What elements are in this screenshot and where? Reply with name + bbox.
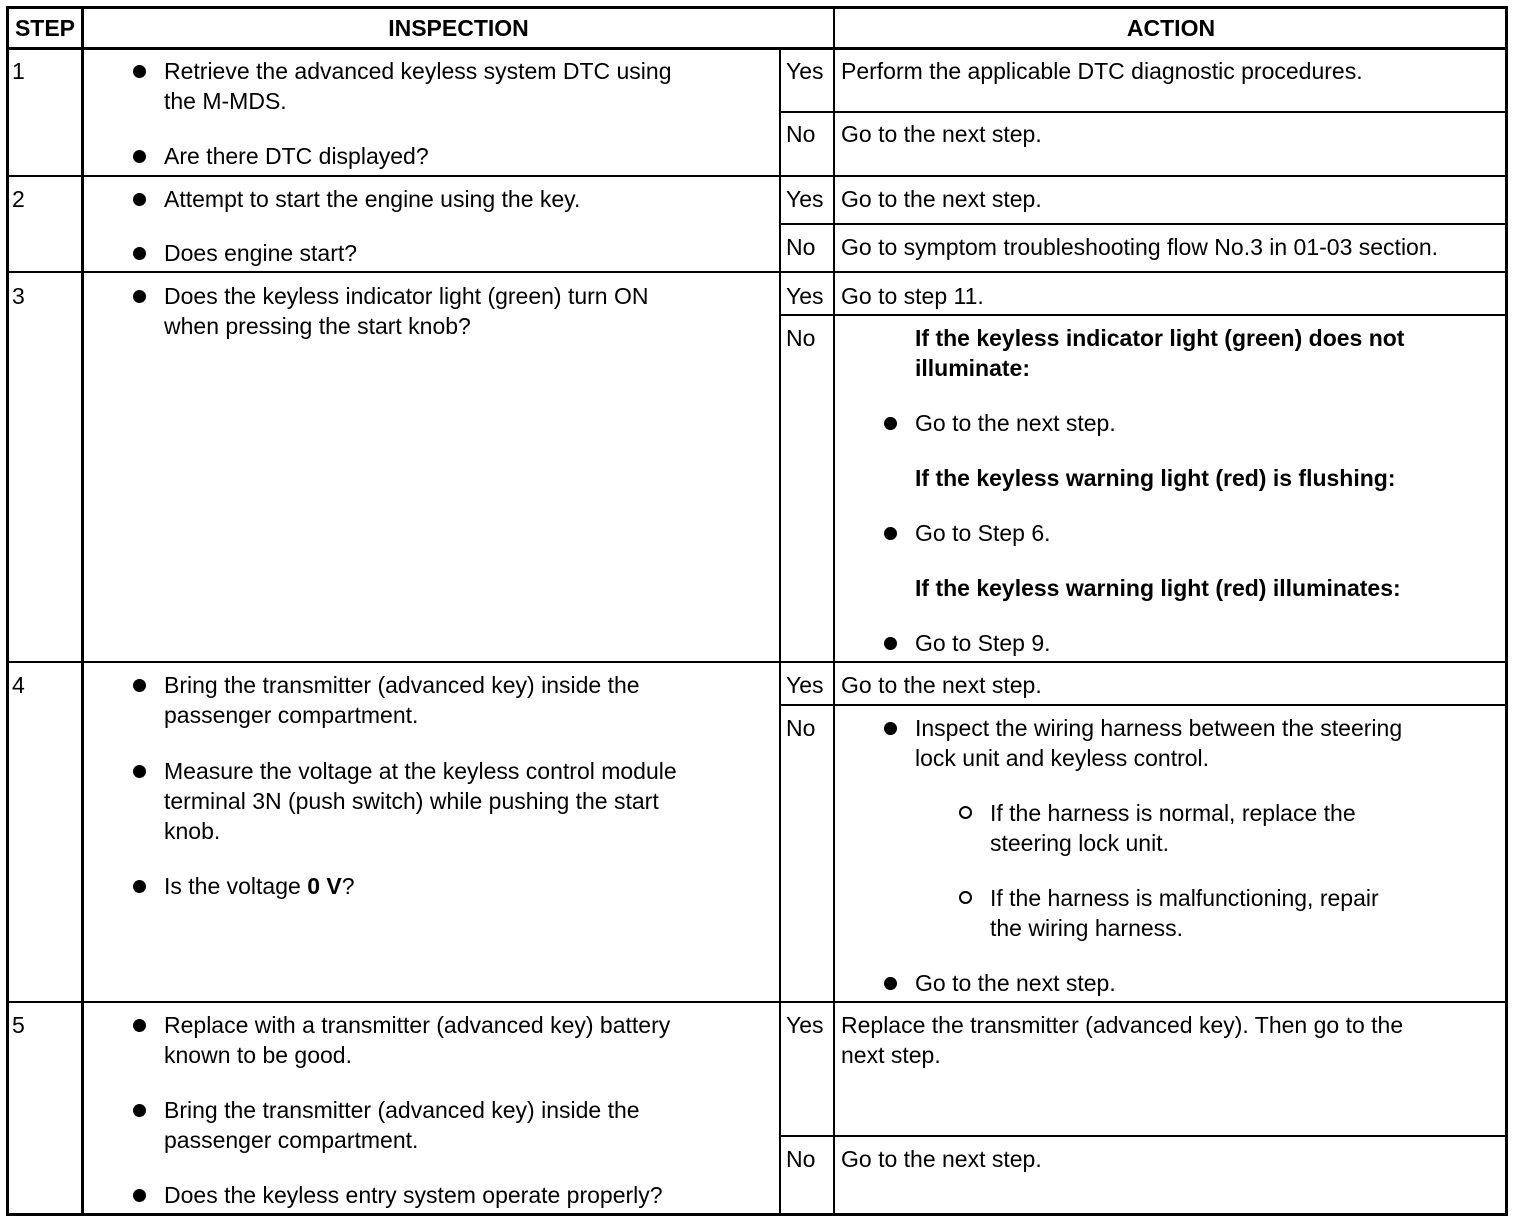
voltage-value: 0 V (307, 873, 342, 899)
action-text: Go to the next step. (841, 1146, 1042, 1172)
header-inspection: INSPECTION (388, 15, 529, 41)
header-divider (7, 47, 1507, 50)
action-text: Go to the next step. (915, 410, 1116, 436)
row-divider (7, 1001, 1507, 1003)
action-heading: If the keyless indicator light (green) does not (915, 325, 1405, 351)
bullet-icon (884, 527, 897, 540)
bullet-icon (133, 880, 146, 893)
no-label: No (786, 121, 816, 147)
yes-no-divider (779, 704, 1507, 706)
bullet-icon (884, 417, 897, 430)
row-divider (7, 271, 1507, 273)
yes-label: Yes (786, 1012, 824, 1038)
header-action: ACTION (1126, 15, 1216, 41)
action-text: Go to the next step. (841, 186, 1042, 212)
bullet-icon (133, 1019, 146, 1032)
sub-bullet-icon (959, 891, 972, 904)
action-text: Replace the transmitter (advanced key). Then go to the (841, 1012, 1404, 1038)
inspection-text: passenger compartment. (164, 1127, 419, 1153)
action-text: Go to the next step. (915, 970, 1116, 996)
bullet-icon (133, 65, 146, 78)
yes-label: Yes (786, 672, 824, 698)
action-text: lock unit and keyless control. (915, 745, 1210, 771)
bullet-icon (133, 1189, 146, 1202)
bullet-icon (133, 247, 146, 260)
step-number: 4 (12, 672, 25, 698)
bullet-icon (133, 1104, 146, 1117)
action-text: next step. (841, 1042, 941, 1068)
bullet-icon (133, 290, 146, 303)
inspection-text (164, 871, 355, 901)
bullet-icon (133, 150, 146, 163)
action-text: Go to Step 9. (915, 630, 1051, 656)
step-number: 1 (12, 58, 25, 84)
action-heading: If the keyless warning light (red) is flushing: (915, 465, 1396, 491)
no-label: No (786, 325, 816, 351)
column-divider-step (81, 7, 84, 1215)
inspection-text: Measure the voltage at the keyless control module (164, 758, 677, 784)
row-divider (7, 661, 1507, 663)
yes-no-divider (779, 223, 1507, 225)
inspection-text: the M-MDS. (164, 88, 287, 114)
action-text: If the harness is normal, replace the (990, 800, 1356, 826)
yes-no-divider (779, 314, 1507, 316)
action-heading: If the keyless warning light (red) illuminates: (915, 575, 1401, 601)
inspection-text: Retrieve the advanced keyless system DTC using (164, 58, 672, 84)
action-text: Go to symptom troubleshooting flow No.3 in 01-03 section. (841, 234, 1439, 260)
inspection-text: when pressing the start knob? (164, 313, 471, 339)
sub-bullet-icon (959, 806, 972, 819)
inspection-text: Bring the transmitter (advanced key) inside the (164, 1097, 640, 1123)
step-number: 3 (12, 283, 25, 309)
no-label: No (786, 234, 816, 260)
action-text: Go to the next step. (841, 121, 1042, 147)
action-text: Go to the next step. (841, 672, 1042, 698)
action-text: Go to Step 6. (915, 520, 1051, 546)
inspection-text-part: ? (341, 873, 355, 899)
header-step: STEP (14, 15, 76, 41)
inspection-text-part: Is the voltage (164, 873, 308, 899)
bullet-icon (133, 679, 146, 692)
yes-no-divider (779, 111, 1507, 113)
inspection-text: Does the keyless indicator light (green) turn ON (164, 283, 649, 309)
action-text: the wiring harness. (990, 915, 1184, 941)
bullet-icon (884, 977, 897, 990)
inspection-text: Does the keyless entry system operate properly? (164, 1182, 663, 1208)
inspection-text: Bring the transmitter (advanced key) inside the (164, 672, 640, 698)
yes-no-divider (779, 1135, 1507, 1137)
step-number: 5 (12, 1012, 25, 1038)
inspection-text: known to be good. (164, 1042, 352, 1068)
yes-label: Yes (786, 283, 824, 309)
column-divider-action (833, 7, 835, 1215)
step-number: 2 (12, 186, 25, 212)
no-label: No (786, 1146, 816, 1172)
action-text: Inspect the wiring harness between the steering (915, 715, 1403, 741)
action-text: steering lock unit. (990, 830, 1169, 856)
inspection-text: passenger compartment. (164, 702, 419, 728)
inspection-text: Does engine start? (164, 240, 358, 266)
action-text: Perform the applicable DTC diagnostic procedures. (841, 58, 1363, 84)
action-heading: illuminate: (915, 355, 1031, 381)
bullet-icon (133, 193, 146, 206)
yes-label: Yes (786, 186, 824, 212)
inspection-text: Attempt to start the engine using the key. (164, 186, 581, 212)
inspection-text: Replace with a transmitter (advanced key) battery (164, 1012, 671, 1038)
inspection-text: Are there DTC displayed? (164, 143, 429, 169)
inspection-text: knob. (164, 818, 221, 844)
bullet-icon (884, 637, 897, 650)
action-text: Go to step 11. (841, 283, 984, 309)
yes-label: Yes (786, 58, 824, 84)
bullet-icon (133, 765, 146, 778)
action-text: If the harness is malfunctioning, repair (990, 885, 1379, 911)
no-label: No (786, 715, 816, 741)
bullet-icon (884, 722, 897, 735)
row-divider (7, 175, 1507, 177)
inspection-text: terminal 3N (push switch) while pushing the start (164, 788, 659, 814)
